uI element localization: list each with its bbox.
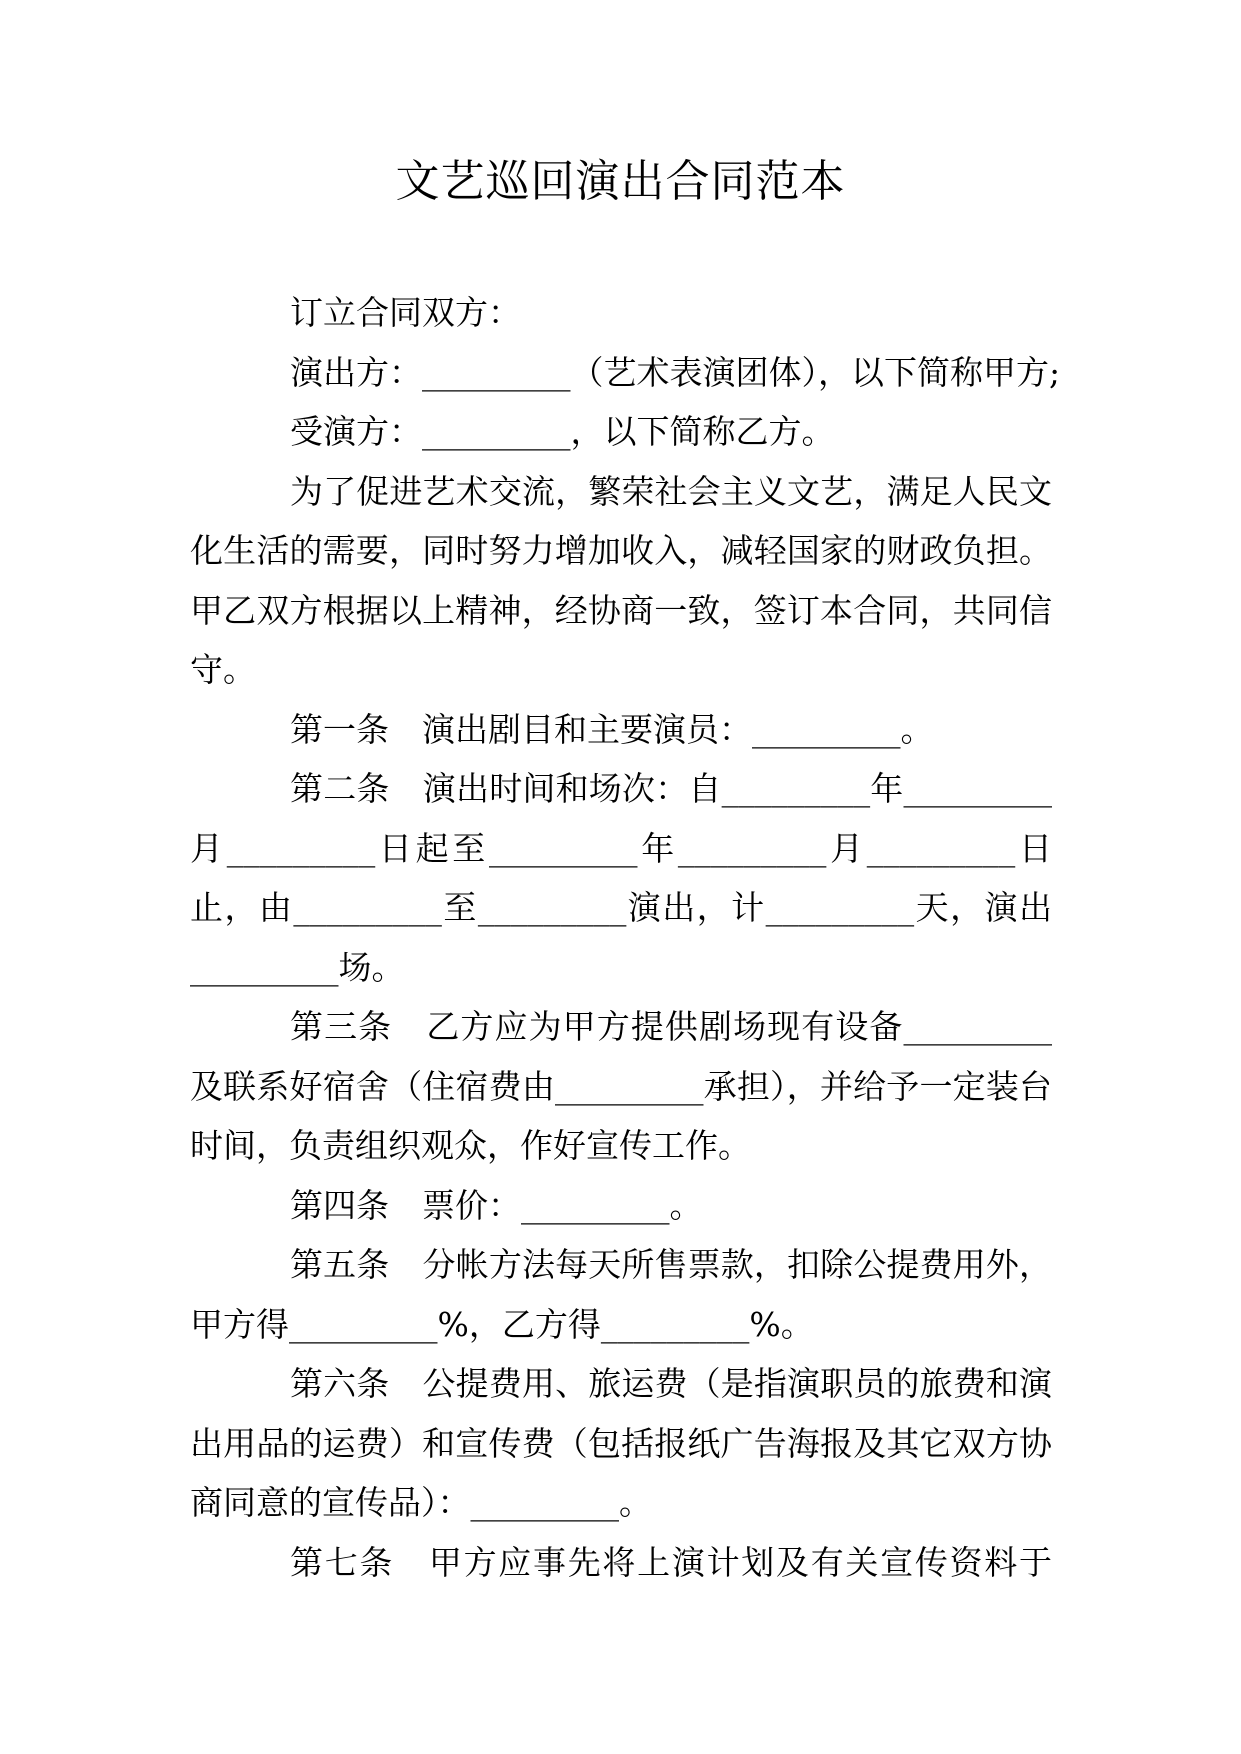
article-4-line: 第四条 票价：_________。 bbox=[290, 1185, 703, 1225]
article-5-line: 第五条 分帐方法每天所售票款，扣除公提费用外， bbox=[290, 1245, 1052, 1284]
article-6-line: 商同意的宣传品）：_________。 bbox=[190, 1483, 652, 1522]
article-2-line: 月_________日起至_________年_________月_________日 bbox=[190, 828, 1053, 868]
article-3-line: 第三条 乙方应为甲方提供剧场现有设备_________ bbox=[290, 1007, 1052, 1046]
article-2-line: _________场。 bbox=[190, 947, 405, 987]
article-2-line: 止，由_________至_________演出，计_________天，演出 bbox=[190, 888, 1052, 927]
performer-party-line: 演出方：_________（艺术表演团体），以下简称甲方; bbox=[290, 352, 1061, 392]
article-6-line: 第六条 公提费用、旅运费（是指演职员的旅费和演 bbox=[290, 1364, 1052, 1403]
article-2-line: 第二条 演出时间和场次：自_________年_________ bbox=[290, 769, 1052, 808]
preamble-line: 为了促进艺术交流，繁荣社会主义文艺，满足人民文 bbox=[290, 471, 1052, 511]
parties-heading: 订立合同双方： bbox=[290, 293, 521, 332]
article-5-line: 甲方得_________%，乙方得_________%。 bbox=[190, 1304, 814, 1344]
article-3-line: 时间，负责组织观众，作好宣传工作。 bbox=[190, 1126, 751, 1165]
preamble-line: 守。 bbox=[190, 650, 256, 689]
article-3-line: 及联系好宿舍（住宿费由_________承担），并给予一定装台 bbox=[190, 1066, 1052, 1106]
document-body bbox=[190, 283, 1061, 1592]
article-7-line: 第七条 甲方应事先将上演计划及有关宣传资料于 bbox=[290, 1542, 1052, 1582]
host-party-line: 受演方：_________，以下简称乙方。 bbox=[290, 412, 835, 451]
article-1-line: 第一条 演出剧目和主要演员：_________。 bbox=[290, 709, 934, 749]
preamble-line: 化生活的需要，同时努力增加收入，减轻国家的财政负担。 bbox=[190, 531, 1052, 570]
document-title: 文艺巡回演出合同范本 bbox=[395, 156, 846, 207]
article-6-line: 出用品的运费）和宣传费（包括报纸广告海报及其它双方协 bbox=[190, 1423, 1052, 1463]
preamble-line: 甲乙双方根据以上精神，经协商一致，签订本合同，共同信 bbox=[190, 590, 1052, 630]
